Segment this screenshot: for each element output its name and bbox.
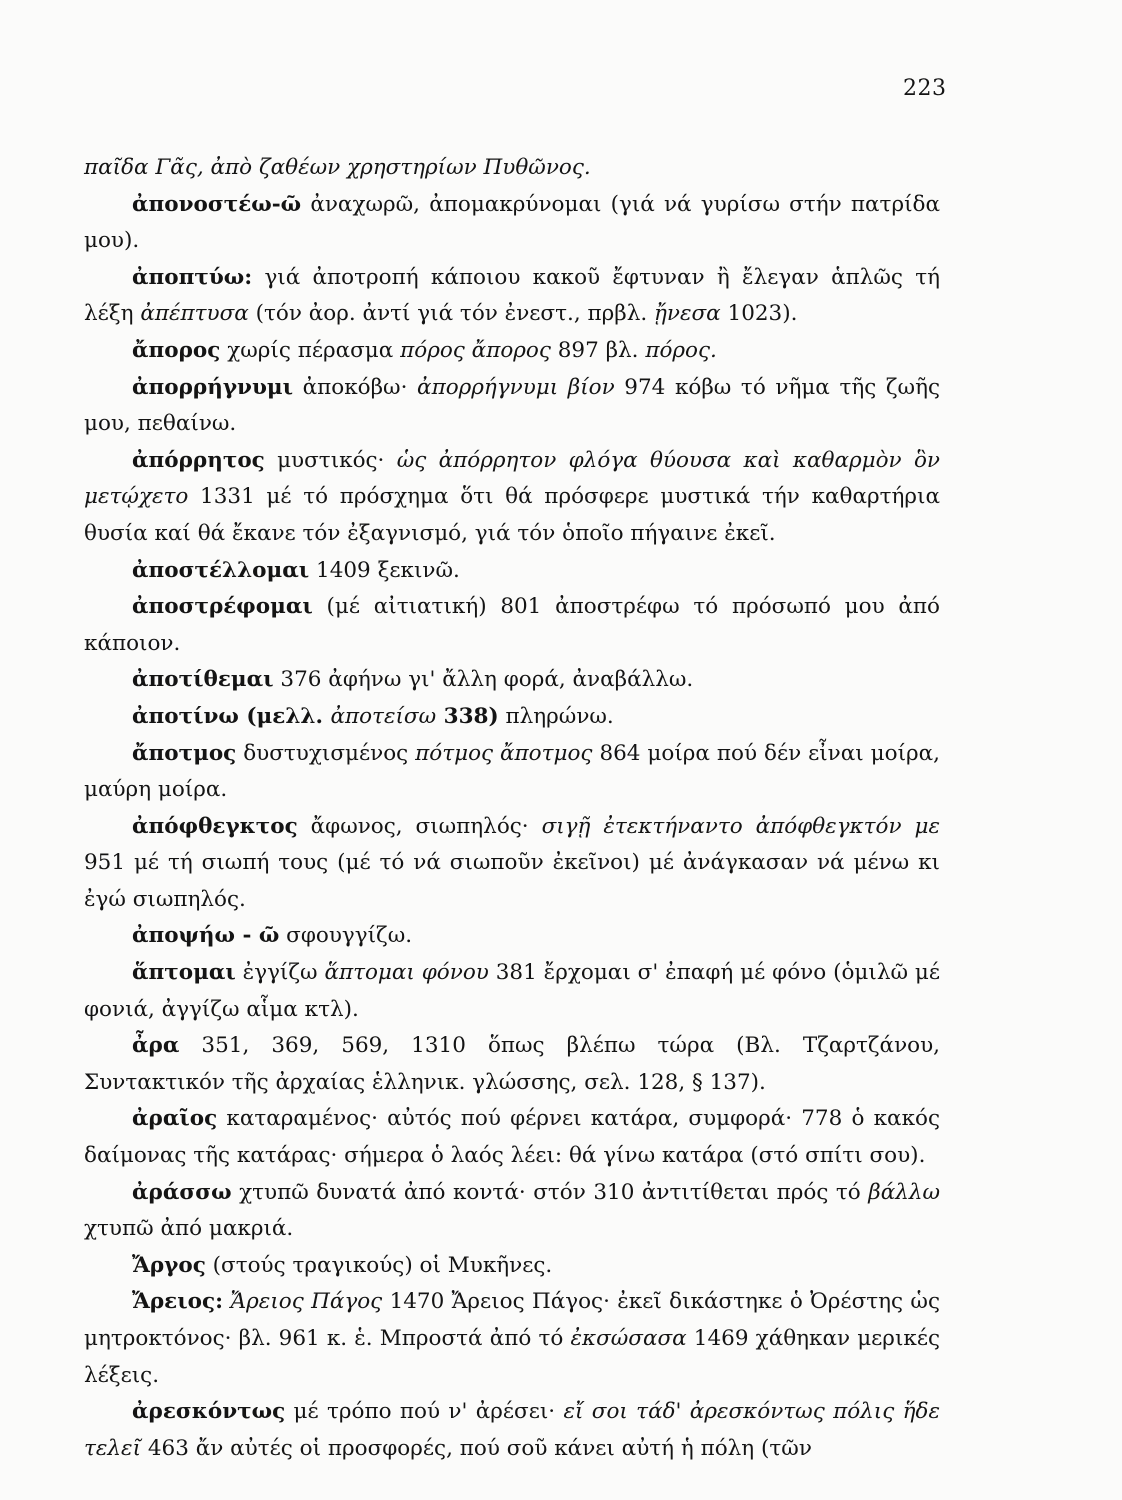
- entry-headword: ἆρα: [132, 1033, 180, 1059]
- entry-text: (μέ αἰτιατική) 801 ἀποστρέφω τό πρόσωπό μου ἀπό κάποιον.: [84, 594, 940, 656]
- entry-text: (τόν ἀορ. ἀντί γιά τόν ἐνεστ., πρβλ.: [248, 301, 654, 327]
- entry-headword: Ἄργος: [132, 1252, 206, 1278]
- dictionary-entry: [84, 1175, 940, 1248]
- dictionary-entry: [84, 553, 940, 590]
- dictionary-entry: [84, 809, 940, 919]
- entry-quotation: ἀπέπτυσα: [140, 301, 249, 327]
- entry-text: καταραμένος· αὐτός πού φέρνει κατάρα, συμφορά· 778 ὁ κακός δαίμονας τῆς κατάρας· σήμερα ὁ λαός λέει: θά γίνω κατάρα (στό σπίτι σου).: [84, 1106, 940, 1169]
- dictionary-entry: [84, 260, 940, 333]
- dictionary-entry: [84, 1394, 940, 1467]
- entry-headword: ἀποψήω - ῶ: [132, 923, 280, 949]
- entry-headword: ἀρεσκόντως: [132, 1399, 286, 1425]
- entry-quotation: πόρος ἄπορος: [400, 337, 551, 363]
- entry-text: 351, 369, 569, 1310 ὅπως βλέπω τώρα (Βλ. Τζαρτζάνου, Συντακτικόν τῆς ἀρχαίας ἑλληνικ. γλώσσης, σελ. 128, § 137).: [84, 1033, 940, 1095]
- entry-quotation: πόρος.: [645, 337, 717, 363]
- entry-headword: ἀπορρήγνυμι: [132, 374, 294, 400]
- entry-text: ἐγγίζω: [235, 960, 325, 986]
- entry-quotation: εἴ σοι τάδ' ἀρεσκόντως πόλις ἥδε τελεῖ: [84, 1399, 940, 1461]
- entry-quotation: σιγῇ ἐτεκτήναντο ἀπόφθεγκτόν με: [541, 813, 940, 839]
- entry-headword: ἄπορος: [132, 337, 221, 363]
- entry-quotation: βάλλω: [868, 1179, 940, 1205]
- entry-text: 463 ἄν αὐτές οἱ προσφορές, πού σοῦ κάνει αὐτή ἡ πόλη (τῶν: [141, 1435, 812, 1461]
- dictionary-entry: [84, 699, 940, 736]
- dictionary-entry: [84, 370, 940, 443]
- dictionary-entry: [84, 333, 940, 370]
- entry-quotation: ᾔνεσα: [654, 301, 721, 327]
- entry-headword: ἀράσσω: [132, 1179, 232, 1205]
- dictionary-entry: [84, 736, 940, 809]
- entry-quotation: Ἄρειος Πάγος: [230, 1289, 383, 1315]
- entry-quotation: ἐκσώσασα: [570, 1326, 687, 1351]
- dictionary-entry: [84, 1248, 940, 1285]
- dictionary-entry: [84, 1284, 940, 1394]
- entry-text: χωρίς πέρασμα: [220, 337, 401, 363]
- entry-quotation: πότμος ἄποτμος: [415, 740, 593, 766]
- dictionary-entry: [84, 1101, 940, 1174]
- entry-text: ἀναχωρῶ, ἀπομακρύνομαι (γιά νά γυρίσω στήν πατρίδα μου).: [84, 191, 940, 254]
- entry-text: γιά ἀποτροπή κάποιου κακοῦ ἔφτυναν ἢ ἔλεγαν ἁπλῶς τή λέξη: [84, 264, 940, 327]
- dictionary-text: [84, 150, 940, 1467]
- entry-quotation: παῖδα Γᾶς, ἀπὸ ζαθέων χρηστηρίων Πυθῶνος.: [84, 155, 591, 180]
- entry-headword: 338): [436, 703, 499, 729]
- entry-headword: ἀπόφθεγκτος: [132, 813, 298, 839]
- entry-text: σφουγγίζω.: [279, 923, 413, 949]
- entry-headword: ἄποτμος: [132, 740, 237, 766]
- entry-text: δυστυχισμένος: [236, 740, 416, 766]
- dictionary-entry: [84, 662, 940, 699]
- entry-quotation: ἀπορρήγνυμι βίον: [417, 374, 615, 400]
- dictionary-entry: [84, 150, 940, 187]
- entry-headword: Ἄρειος:: [132, 1289, 224, 1315]
- entry-headword: ἀραῖος: [132, 1106, 218, 1132]
- entry-headword: ἀπόρρητος: [132, 447, 265, 473]
- dictionary-entry: [84, 955, 940, 1028]
- entry-text: χτυπῶ ἀπό μακριά.: [84, 1216, 294, 1242]
- entry-headword: ἀποστέλλομαι: [132, 557, 310, 583]
- entry-text: 1469 χάθηκαν μερικές λέξεις.: [84, 1326, 940, 1388]
- entry-quotation: ὡς ἀπόρρητον φλόγα θύουσα καὶ καθαρμὸν ὃν μετῴχετο: [84, 447, 940, 510]
- entry-text: 897 βλ.: [550, 337, 646, 363]
- entry-text: 1470 Ἄρειος Πάγος· ἐκεῖ δικάστηκε ὁ Ὀρέστης ὡς μητροκτόνος· βλ. 961 κ. ἑ. Μπροστά ἀπό τό: [84, 1289, 940, 1351]
- entry-headword: ἀπονοστέω-ῶ: [132, 191, 302, 217]
- dictionary-entry: [84, 589, 940, 662]
- entry-text: ἀποκόβω·: [293, 374, 418, 400]
- dictionary-entry: [84, 1028, 940, 1101]
- entry-text: 864 μοίρα πού δέν εἶναι μοίρα, μαύρη μοίρα.: [84, 740, 940, 803]
- entry-text: 951 μέ τή σιωπή τους (μέ τό νά σιωποῦν ἐκεῖνοι) μέ ἀνάγκασαν νά μένω κι ἐγώ σιωπηλός.: [84, 850, 940, 912]
- entry-text: 1331 μέ τό πρόσχημα ὅτι θά πρόσφερε μυστικά τήν καθαρτήρια θυσία καί θά ἔκανε τόν ἐξαγνισμό, γιά τόν ὁποῖο πήγαινε ἐκεῖ.: [84, 484, 940, 546]
- entry-text: μέ τρόπο πού ν' ἀρέσει·: [285, 1399, 564, 1425]
- entry-headword: ἀποπτύω:: [132, 264, 253, 290]
- page-number: 223: [903, 76, 947, 101]
- entry-text: 974 κόβω τό νῆμα τῆς ζωῆς μου, πεθαίνω.: [84, 374, 940, 437]
- entry-text: 381 ἔρχομαι σ' ἐπαφή μέ φόνο (ὁμιλῶ μέ φονιά, ἀγγίζω αἷμα κτλ).: [84, 960, 940, 1022]
- dictionary-entry: [84, 918, 940, 955]
- entry-text: ἄφωνος, σιωπηλός·: [297, 813, 542, 839]
- entry-headword: ἀποτίθεμαι: [132, 667, 274, 693]
- entry-text: χτυπῶ δυνατά ἀπό κοντά· στόν 310 ἀντιτίθεται πρός τό: [231, 1179, 869, 1205]
- dictionary-entry: [84, 443, 940, 553]
- entry-quotation: ἅπτομαι φόνου: [324, 960, 489, 986]
- entry-headword: ἀποτίνω (μελλ.: [132, 703, 331, 729]
- entry-text: μυστικός·: [264, 447, 397, 473]
- entry-text: 376 ἀφήνω γι' ἄλλη φορά, ἀναβάλλω.: [273, 667, 694, 693]
- dictionary-entry: [84, 187, 940, 260]
- entry-headword: ἅπτομαι: [132, 960, 236, 986]
- entry-text: πληρώνω.: [498, 703, 614, 729]
- entry-text: 1023).: [720, 301, 798, 327]
- entry-quotation: ἀποτείσω: [330, 703, 437, 729]
- entry-text: 1409 ξεκινῶ.: [309, 557, 460, 583]
- entry-text: (στούς τραγικούς) οἱ Μυκῆνες.: [205, 1252, 553, 1278]
- entry-headword: ἀποστρέφομαι: [132, 594, 313, 620]
